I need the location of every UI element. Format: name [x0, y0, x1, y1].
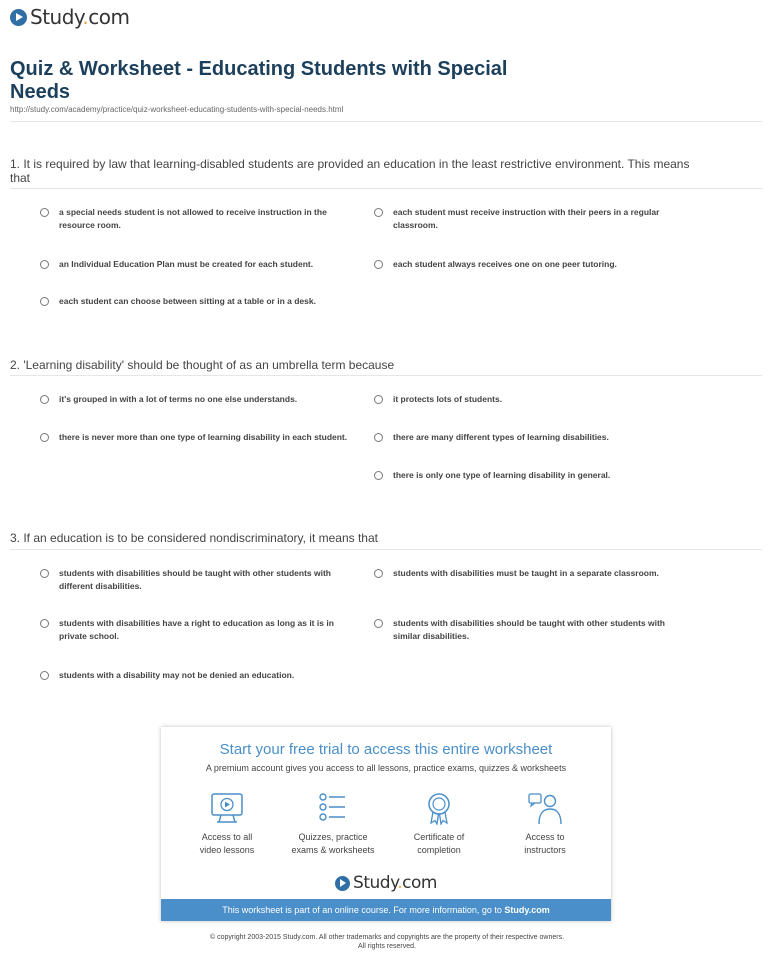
question-3: 3. If an education is to be considered nondiscriminatory, it means that: [10, 531, 378, 545]
feature-certificate: [384, 791, 494, 857]
play-circle-icon: [335, 876, 350, 891]
answer-option[interactable]: there is never more than one type of learning disability in each student.: [40, 431, 360, 444]
certificate-icon: [421, 791, 457, 825]
feature-label: Quizzes, practice: [298, 832, 368, 842]
feature-label: video lessons: [199, 845, 255, 855]
divider: [10, 188, 762, 189]
study-logo[interactable]: [10, 4, 129, 30]
promo-info-bar: This worksheet is part of an online course. For more information, go to Study.com: [161, 899, 611, 921]
feature-label: instructors: [524, 845, 566, 855]
instructor-icon: [527, 791, 563, 825]
promo-subline: A premium account gives you access to all lessons, practice exams, quizzes & worksheets: [205, 763, 567, 773]
answer-option[interactable]: students with disabilities have a right to education as long as it is in private school.: [40, 617, 360, 643]
answer-option[interactable]: each student can choose between sitting at a table or in a desk.: [40, 295, 360, 308]
feature-label: Access to: [525, 832, 565, 842]
answer-option[interactable]: there is only one type of learning disability in general.: [374, 469, 674, 482]
radio-button[interactable]: [374, 569, 383, 578]
divider: [10, 121, 762, 122]
answer-option[interactable]: there are many different types of learning disabilities.: [374, 431, 674, 444]
divider: [10, 375, 762, 376]
quiz-list-icon: [315, 791, 351, 825]
answer-option[interactable]: a special needs student is not allowed to receive instruction in the resource room.: [40, 206, 360, 232]
divider: [10, 549, 762, 550]
feature-label: completion: [417, 845, 461, 855]
answer-option[interactable]: each student always receives one on one peer tutoring.: [374, 258, 674, 271]
radio-button[interactable]: [374, 471, 383, 480]
radio-button[interactable]: [40, 433, 49, 442]
answer-option[interactable]: an Individual Education Plan must be created for each student.: [40, 258, 360, 271]
feature-label: Certificate of: [413, 832, 465, 842]
radio-button[interactable]: [40, 569, 49, 578]
radio-button[interactable]: [40, 395, 49, 404]
feature-label: Access to all: [201, 832, 253, 842]
answer-option[interactable]: students with disabilities must be taught in a separate classroom.: [374, 567, 674, 580]
answer-option[interactable]: students with disabilities should be taught with other students with similar disabilities.: [374, 617, 694, 643]
promo-study-logo[interactable]: [161, 873, 611, 893]
radio-button[interactable]: [40, 208, 49, 217]
answer-option[interactable]: students with a disability may not be denied an education.: [40, 669, 360, 682]
free-trial-promo[interactable]: [161, 727, 611, 921]
answer-option[interactable]: students with disabilities should be taught with other students with different disabilities.: [40, 567, 360, 593]
answer-option[interactable]: each student must receive instruction with their peers in a regular classroom.: [374, 206, 674, 232]
radio-button[interactable]: [374, 433, 383, 442]
radio-button[interactable]: [374, 208, 383, 217]
radio-button[interactable]: [40, 297, 49, 306]
video-lesson-icon: [209, 791, 245, 825]
logo-wordmark: Study.com: [30, 5, 130, 29]
radio-button[interactable]: [374, 395, 383, 404]
answer-option[interactable]: it's grouped in with a lot of terms no one else understands.: [40, 393, 360, 406]
feature-video-lessons: [172, 791, 282, 857]
copyright-notice: © copyright 2003-2015 Study.com. All other trademarks and copyrights are the property of their respective owners. All rights reserved.: [209, 934, 565, 950]
question-1: 1. It is required by law that learning-disabled students are provided an education in the least restrictive environment. This means that: [10, 157, 690, 185]
radio-button[interactable]: [40, 671, 49, 680]
feature-quizzes: [278, 791, 388, 857]
radio-button[interactable]: [374, 260, 383, 269]
page-title: Quiz & Worksheet - Educating Students with Special Needs: [10, 58, 508, 103]
radio-button[interactable]: [374, 619, 383, 628]
page-url: http://study.com/academy/practice/quiz-worksheet-educating-students-with-special-needs.html: [10, 105, 344, 114]
radio-button[interactable]: [40, 260, 49, 269]
feature-label: exams & worksheets: [291, 845, 375, 855]
logo-wordmark: Study.com: [353, 873, 437, 893]
answer-option[interactable]: it protects lots of students.: [374, 393, 674, 406]
feature-instructors: [490, 791, 600, 857]
radio-button[interactable]: [40, 619, 49, 628]
study-link[interactable]: Study.com: [504, 905, 550, 915]
play-circle-icon: [10, 9, 27, 26]
question-2: 2. 'Learning disability' should be thought of as an umbrella term because: [10, 358, 395, 372]
promo-headline[interactable]: Start your free trial to access this entire worksheet: [219, 741, 553, 758]
